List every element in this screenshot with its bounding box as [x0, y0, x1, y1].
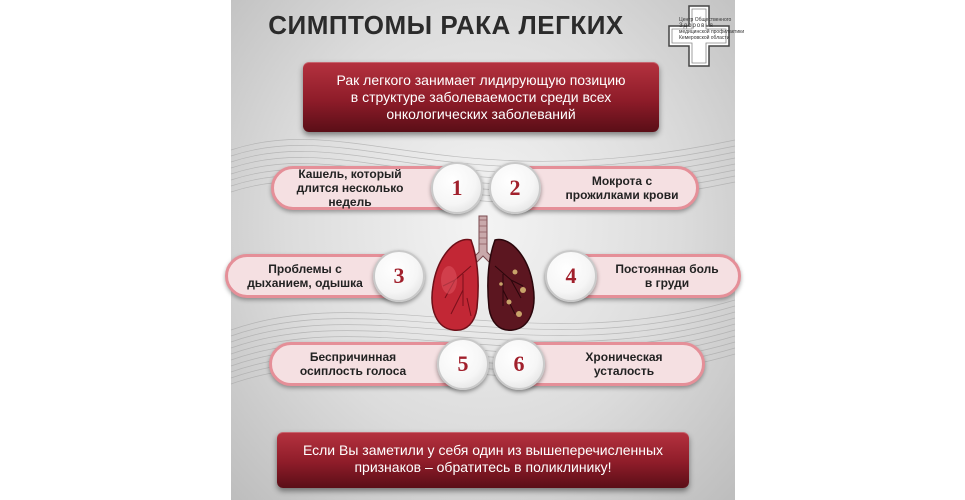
- symptom-line: прожилками крови: [565, 188, 679, 202]
- number-label: 5: [457, 351, 469, 376]
- outro-banner: [277, 432, 689, 488]
- intro-line: онкологических заболеваний: [386, 106, 576, 122]
- outro-line: признаков – обратитесь в поликлинику!: [354, 459, 612, 475]
- symptom-line: Проблемы с: [268, 262, 342, 276]
- symptom-text: [554, 345, 694, 383]
- number-label: 6: [513, 351, 525, 376]
- symptom-line: Постоянная боль: [615, 262, 719, 276]
- intro-text: [303, 72, 659, 123]
- symptom-line: Хроническая: [585, 350, 663, 364]
- symptom-line: Кашель, который: [298, 167, 402, 181]
- logo-line: Кемеровской области: [679, 35, 730, 41]
- symptom-text: [604, 257, 730, 295]
- symptom-number-6: [493, 338, 545, 390]
- outro-line: Если Вы заметили у себя один из вышеперечисленных: [302, 442, 664, 458]
- logo-line: Здоровья: [679, 23, 714, 29]
- symptom-number-3: [373, 250, 425, 302]
- lungs-illustration: [419, 210, 547, 338]
- symptom-number-1: [431, 162, 483, 214]
- number-label: 2: [509, 175, 521, 200]
- symptom-text: [552, 169, 692, 207]
- symptom-line: Беспричинная: [309, 350, 397, 364]
- symptom-number-2: [489, 162, 541, 214]
- symptom-line: длится несколько: [296, 181, 404, 195]
- intro-line: Рак легкого занимает лидирующую позицию: [336, 72, 626, 88]
- symptom-line: в груди: [644, 276, 690, 290]
- number-label: 3: [393, 263, 405, 288]
- symptom-line: усталость: [593, 364, 655, 378]
- symptom-text: [242, 257, 368, 295]
- symptom-line: осиплость голоса: [299, 364, 407, 378]
- intro-banner: [303, 62, 659, 132]
- intro-line: в структуре заболеваемости среди всех: [350, 89, 612, 105]
- outro-text: [277, 442, 689, 476]
- symptom-text: [282, 169, 418, 207]
- symptom-line: дыханием, одышка: [247, 276, 363, 290]
- logo-line: медицинской профилактики: [679, 29, 745, 35]
- page-title: СИМПТОМЫ РАКА ЛЕГКИХ: [268, 10, 624, 40]
- symptom-line: Мокрота с: [591, 174, 653, 188]
- symptom-number-5: [437, 338, 489, 390]
- symptom-number-4: [545, 250, 597, 302]
- number-label: 4: [565, 263, 577, 288]
- logo-line: Центр Общественного: [679, 17, 732, 23]
- healthy-lung-icon: [432, 240, 478, 331]
- infographic-poster: [231, 0, 745, 500]
- number-label: 1: [451, 175, 463, 200]
- symptom-line: недель: [328, 195, 372, 209]
- logo-caption: [679, 17, 745, 41]
- diseased-lung-icon: [488, 240, 534, 331]
- symptom-text: [278, 345, 428, 383]
